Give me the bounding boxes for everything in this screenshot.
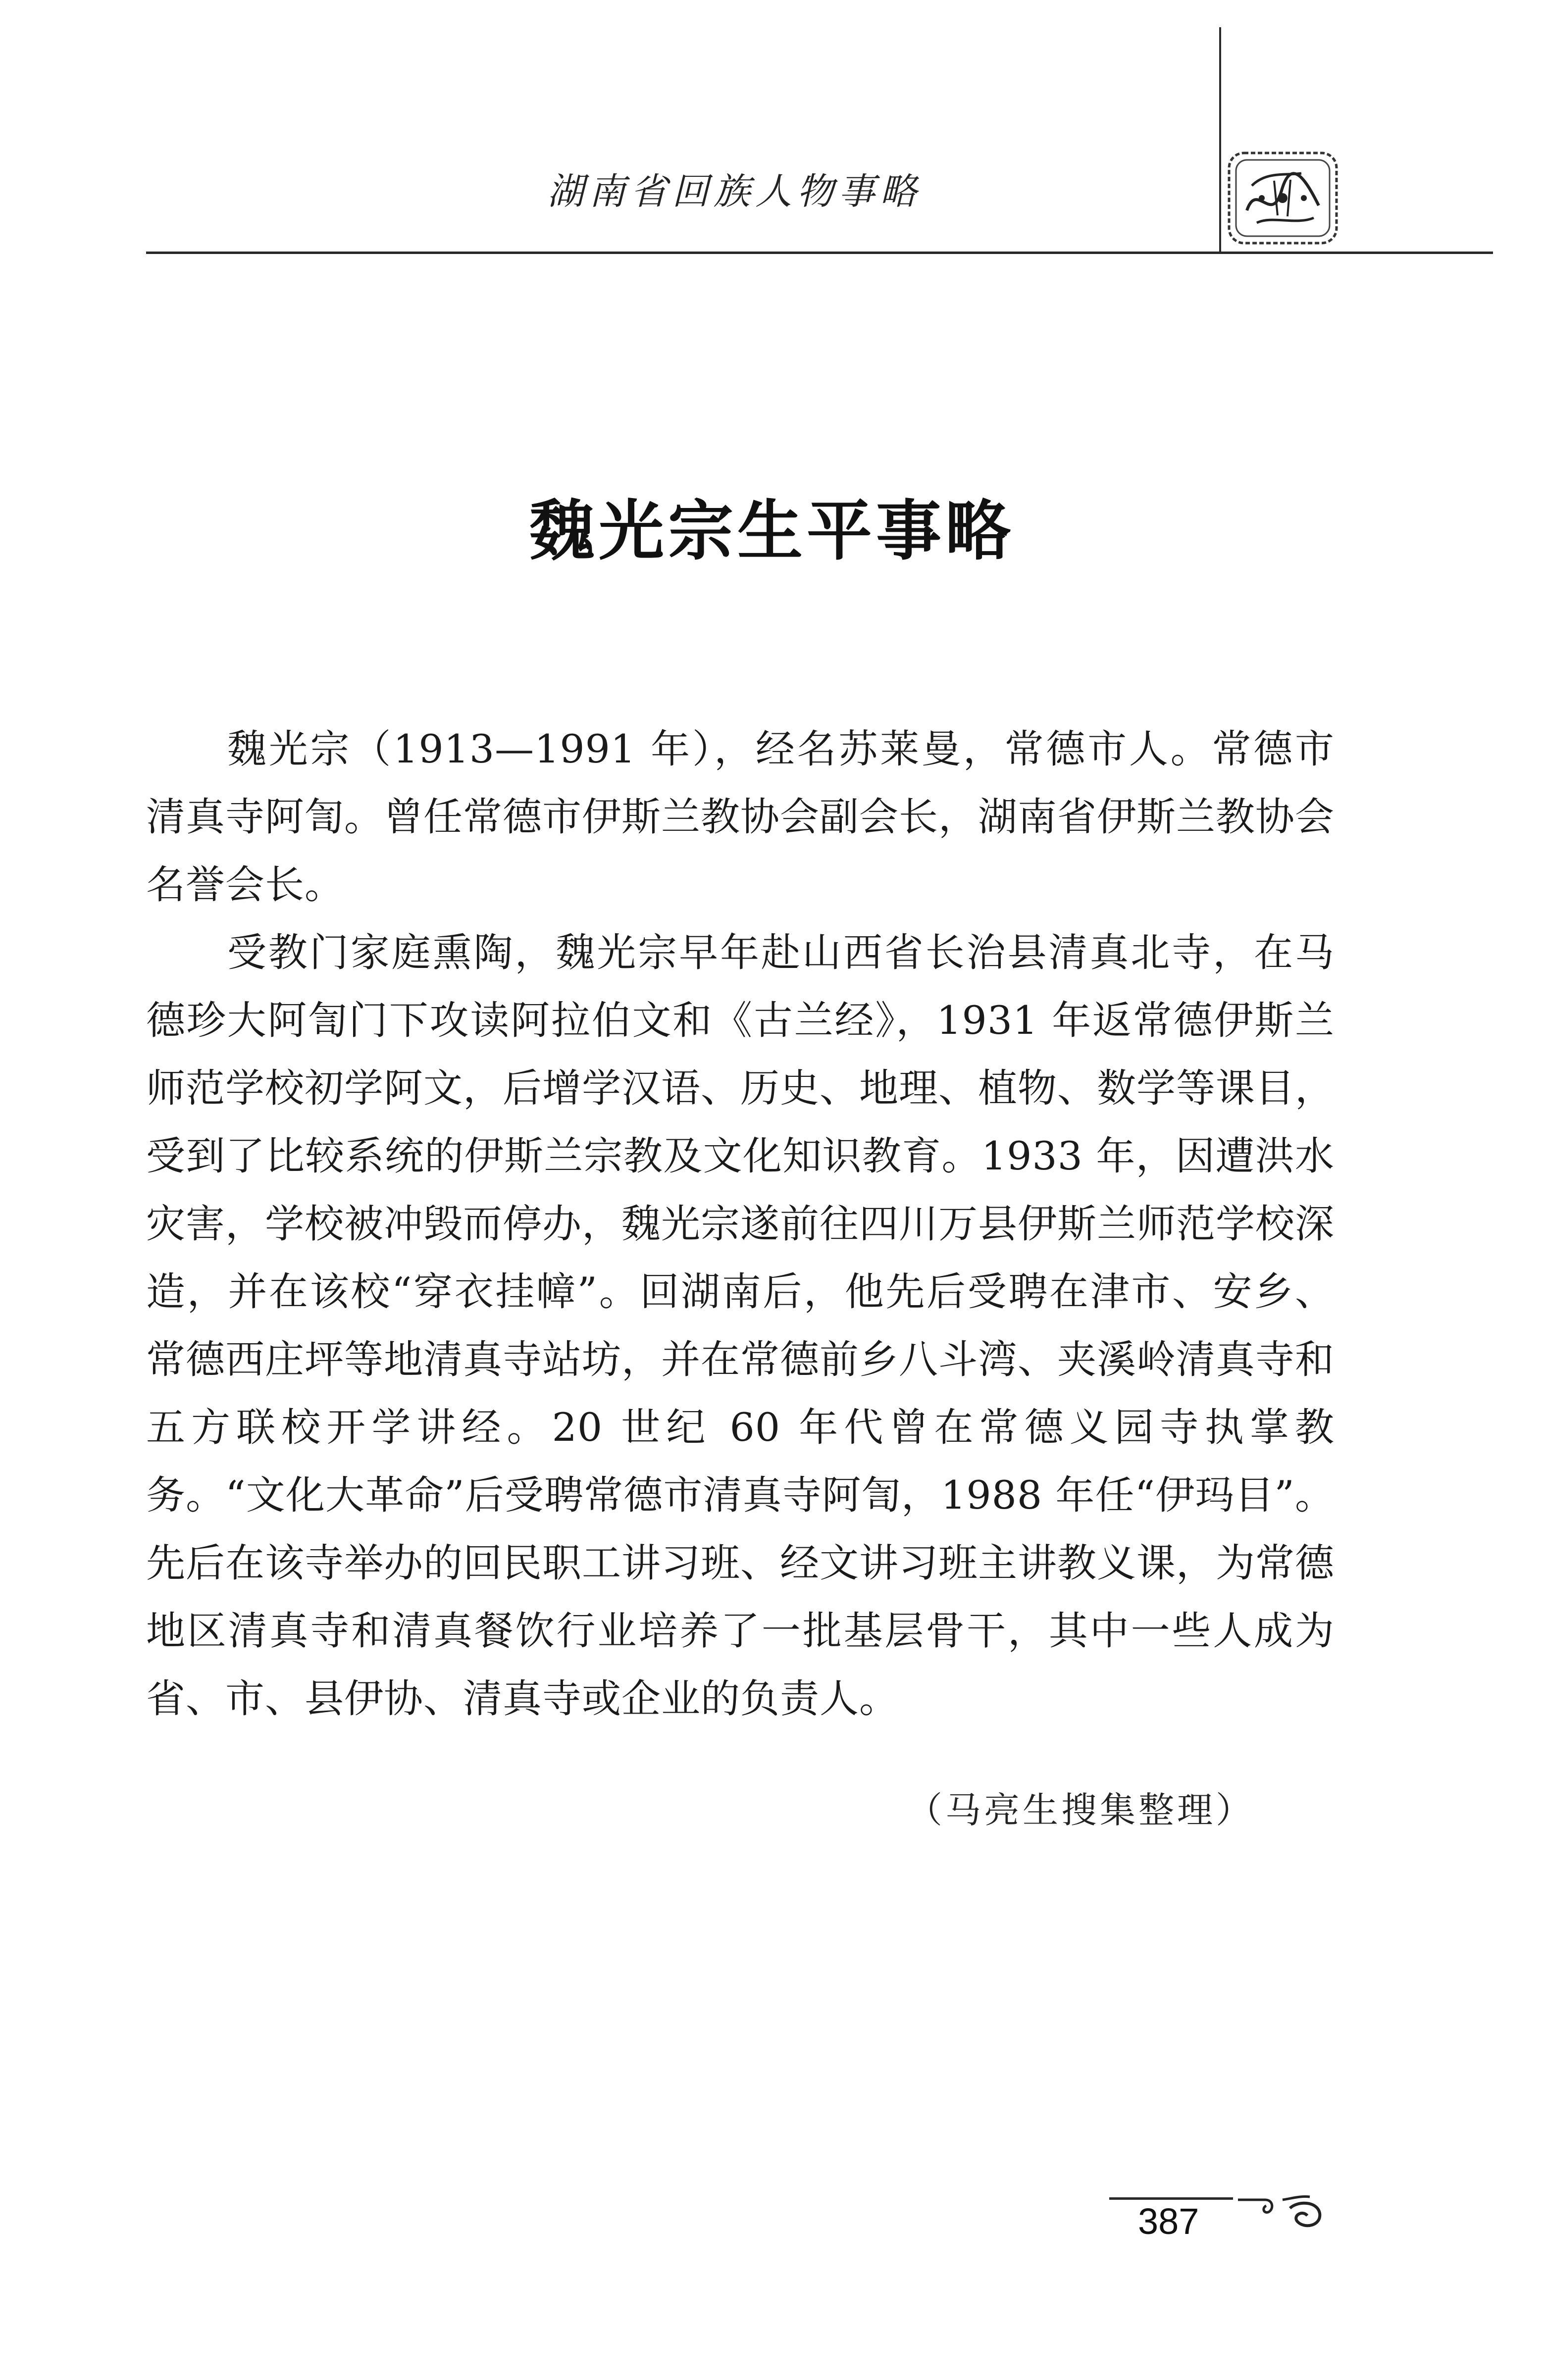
running-header-title: 湖南省回族人物事略 [547,170,922,213]
page-number: 387 [1138,2201,1199,2242]
header-rule [146,252,1493,254]
article-title: 魏光宗生平事略 [529,493,1015,569]
scroll-flourish-icon [1235,2186,1330,2235]
header-vertical-rule [1219,27,1221,253]
article-body [146,715,1335,1733]
arabic-calligraphy-ornament-icon [1227,151,1338,245]
paragraph: 受教门家庭熏陶，魏光宗早年赴山西省长治县清真北寺，在马德珍大阿訇门下攻读阿拉伯文和《古兰经》，1931 年返常德伊斯兰师范学校初学阿文，后增学汉语、历史、地理、植物、数学等课目，受到了比较系统的伊斯兰宗教及文化知识教育。1933 年，因遭洪水灾害，学校被冲毁而停办，魏光宗遂前往四川万县伊斯兰师范学校深造，并在该校“穿衣挂幛”。回湖南后，他先后受聘在津市、安乡、常德西庄坪等地清真寺站坊，并在常德前乡八斗湾、夹溪岭清真寺和五方联校开学讲经。20 世纪 60 年代曾在常德义园寺执掌教务。“文化大革命”后受聘常德市清真寺阿訇，1988 年任“伊玛目”。先后在该寺举办的回民职工讲习班、经文讲习班主讲教义课，为常德地区清真寺和清真餐饮行业培养了一批基层骨干，其中一些人成为省、市、县伊协、清真寺或企业的负责人。 [146,930,1335,1722]
paragraph: 魏光宗（1913—1991 年），经名苏莱曼，常德市人。常德市清真寺阿訇。曾任常德市伊斯兰教协会副会长，湖南省伊斯兰教协会名誉会长。 [146,726,1335,908]
author-credit: （马亮生搜集整理） [906,1789,1254,1831]
